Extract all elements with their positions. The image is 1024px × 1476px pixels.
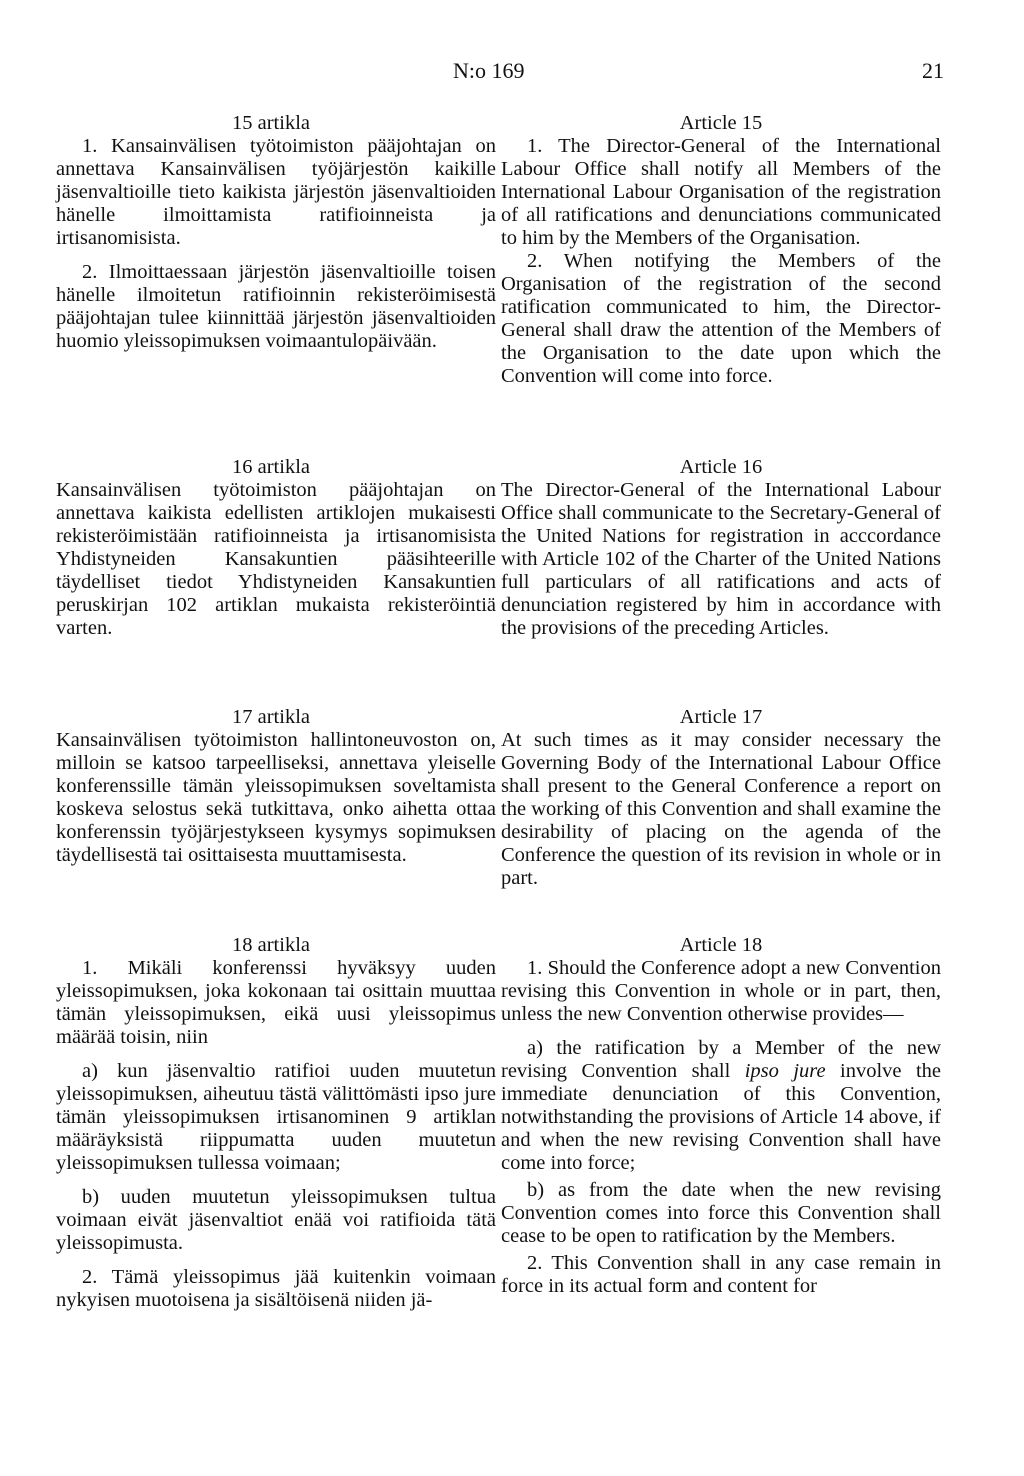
fi-paragraph: 2. Tämä yleissopimus jää kuitenkin voimaan nykyisen muotoisena ja sisältöisenä niiden jä-	[56, 1266, 496, 1311]
en-paragraph: At such times as it may consider necessary the Governing Body of the International Labour Office shall present to the General Conference a report on the working of this Convention and shall examine the desirability of placing on the agenda of the Conference the question of its revision in whole or in part.	[501, 729, 941, 889]
fi-paragraph: a) kun jäsenvaltio ratifioi uuden muutetun yleissopimuksen, aiheutuu tästä välittömästi ipso jure tämän yleissopimuksen irtisanominen 9 artiklan määräyksistä riippumatta uuden muutetun yleissopimuksen tullessa voimaan;	[56, 1060, 496, 1174]
en-article-18	[501, 934, 941, 1298]
fi-article-heading: 15 artikla	[232, 112, 310, 134]
page-number: 21	[922, 58, 944, 83]
en-article-16	[501, 456, 941, 640]
fi-paragraph: 1. Mikäli konferenssi hyväksyy uuden yleissopimuksen, joka kokonaan tai osittain muuttaa tämän yleissopimuksen, eikä uusi yleissopimus määrää toisin, niin	[56, 957, 496, 1048]
document-number: N:o 169	[453, 58, 525, 83]
en-paragraph: b) as from the date when the new revising Convention comes into force this Convention shall cease to be open to ratification by the Members.	[501, 1179, 941, 1247]
fi-paragraph: 1. Kansainvälisen työtoimiston pääjohtajan on annettava Kansainvälisen työjärjestön kaikille jäsenvaltioille tieto kaikista järjestön jäsenvaltioiden hänelle ilmoittamista ratifioinneista ja irtisanomisista.	[56, 135, 496, 249]
en-article-15	[501, 112, 941, 388]
en-paragraph: 2. When notifying the Members of the Organisation of the registration of the second ratification communicated to him, the Director-General shall draw the attention of the Members of the Organisation to the date upon which the Convention will come into force.	[501, 250, 941, 387]
fi-article-15	[56, 112, 496, 353]
fi-paragraph: b) uuden muutetun yleissopimuksen tultua voimaan eivät jäsenvaltiot enää voi ratifioida tätä yleissopimusta.	[56, 1186, 496, 1254]
italic-term: ipso jure	[744, 1060, 826, 1082]
fi-paragraph: Kansainvälisen työtoimiston hallintoneuvoston on, milloin se katsoo tarpeelliseksi, annettava yleiselle konferenssille tämän yleissopimuksen soveltamista koskeva selostus sekä tutkittava, onko aihetta ottaa konferenssin työjärjestykseen kysymys sopimuksen täydellisestä tai osittaisesta muuttamisesta.	[56, 729, 496, 866]
en-paragraph: 1. The Director-General of the International Labour Office shall notify all Members of the International Labour Organisation of the registration of all ratifications and denunciations communicated to him by the Members of the Organisation.	[501, 135, 941, 249]
fi-article-17	[56, 706, 496, 867]
fi-article-heading: 17 artikla	[232, 706, 310, 728]
fi-article-16	[56, 456, 496, 640]
en-article-heading: Article 18	[679, 934, 763, 956]
en-article-heading: Article 15	[679, 112, 763, 134]
page-header	[0, 58, 1024, 90]
en-paragraph: 1. Should the Conference adopt a new Convention revising this Convention in whole or in part, then, unless the new Convention otherwise provides—	[501, 957, 941, 1025]
en-paragraph: 2. This Convention shall in any case remain in force in its actual form and content for	[501, 1252, 941, 1297]
en-paragraph: a) the ratification by a Member of the new revising Convention shall ipso jure involve the immediate denunciation of this Convention, notwithstanding the provisions of Article 14 above, if and when the new revising Convention shall have come into force;	[501, 1037, 941, 1174]
fi-paragraph: 2. Ilmoittaessaan järjestön jäsenvaltioille toisen hänelle ilmoitetun ratifioinnin rekisteröimisestä pääjohtajan tulee kiinnittää järjestön jäsenvaltioiden huomio yleissopimuksen voimaantulopäivään.	[56, 261, 496, 352]
en-paragraph: The Director-General of the International Labour Office shall communicate to the Secretary-General of the United Nations for registration in acccordance with Article 102 of the Charter of the United Nations full particulars of all ratifications and acts of denunciation registered by him in accordance with the provisions of the preceding Articles.	[501, 479, 941, 639]
en-article-heading: Article 17	[679, 706, 763, 728]
en-article-heading: Article 16	[679, 456, 763, 478]
fi-paragraph: Kansainvälisen työtoimiston pääjohtajan on annettava kaikista edellisten artiklojen mukaisesti rekisteröimistään ratifioinneista ja irtisanomisista Yhdistyneiden Kansakuntien pääsihteerille täydelliset tiedot Yhdistyneiden Kansakuntien peruskirjan 102 artiklan mukaista rekisteröintiä varten.	[56, 479, 496, 639]
fi-article-heading: 18 artikla	[232, 934, 310, 956]
fi-article-heading: 16 artikla	[232, 456, 310, 478]
en-article-17	[501, 706, 941, 890]
fi-article-18	[56, 934, 496, 1312]
